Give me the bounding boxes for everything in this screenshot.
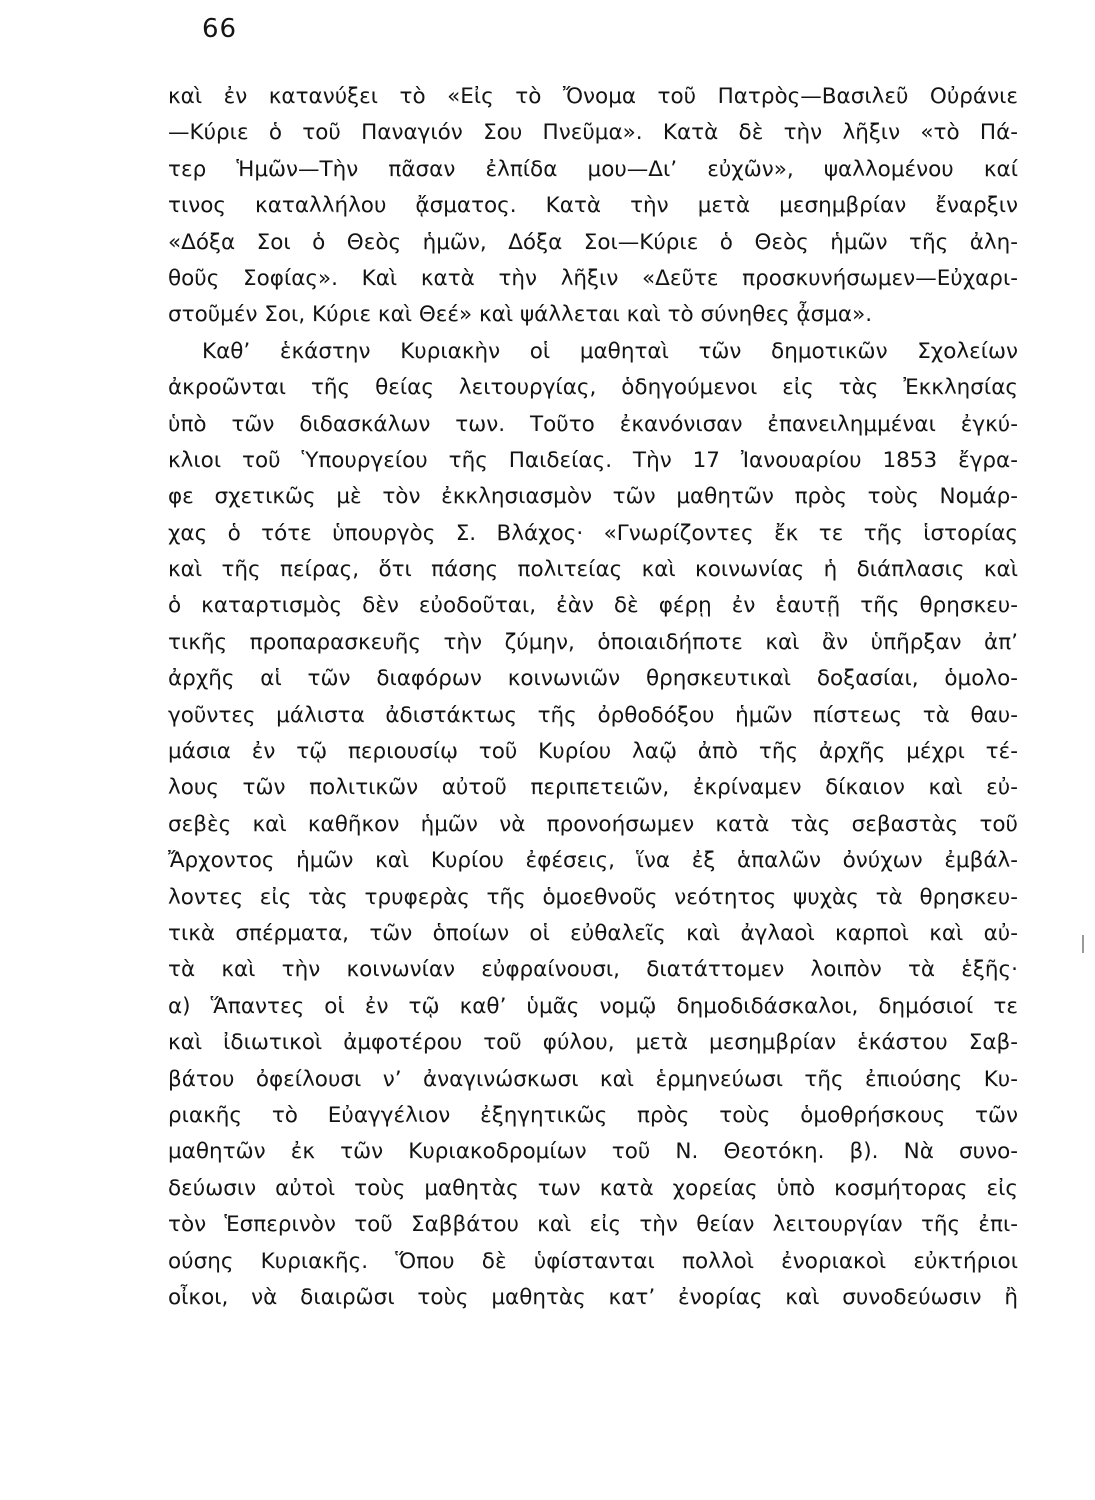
text-line: —Κύριε ὁ τοῦ Παναγιόν Σου Πνεῦμα». Κατὰ δὲ τὴν λῆξιν «τὸ Πά- — [168, 120, 1018, 146]
text-line: ὑπὸ τῶν διδασκάλων των. Τοῦτο ἐκανόνισαν ἐπανειλημμέναι ἐγκύ- — [168, 411, 1018, 437]
text-line: καὶ ἰδιωτικοὶ ἀμφοτέρου τοῦ φύλου, μετὰ μεσημβρίαν ἑκάστου Σαβ- — [168, 1030, 1018, 1056]
text-line: καὶ ἐν κατανύξει τὸ «Εἰς τὸ Ὄνομα τοῦ Πατρὸς—Βασιλεῦ Οὐράνιε — [168, 84, 1018, 109]
text-line: τὸν Ἑσπερινὸν τοῦ Σαββάτου καὶ εἰς τὴν θείαν λειτουργίαν τῆς ἐπι- — [168, 1212, 1018, 1238]
text-line: Καθ’ ἑκάστην Κυριακὴν οἱ μαθηταὶ τῶν δημοτικῶν Σχολείων — [202, 338, 1018, 364]
text-line: στοῦμέν Σοι, Κύριε καὶ Θεέ» καὶ ψάλλεται καὶ τὸ σύνηθες ᾆσμα». — [168, 302, 873, 328]
text-line: μάσια ἐν τῷ περιουσίῳ τοῦ Κυρίου λαῷ ἀπὸ τῆς ἀρχῆς μέχρι τέ- — [168, 739, 1018, 765]
text-line: ἀρχῆς αἱ τῶν διαφόρων κοινωνιῶν θρησκευτικαὶ δοξασίαι, ὁμολο- — [168, 666, 1018, 692]
text-line: λοντες εἰς τὰς τρυφερὰς τῆς ὁμοεθνοῦς νεότητος ψυχὰς τὰ θρησκευ- — [168, 884, 1018, 910]
scan-mark — [1082, 935, 1084, 953]
body-text — [168, 79, 1018, 1316]
text-line: τὰ καὶ τὴν κοινωνίαν εὐφραίνουσι, διατάττομεν λοιπὸν τὰ ἑξῆς· — [168, 957, 1018, 983]
text-line: λους τῶν πολιτικῶν αὐτοῦ περιπετειῶν, ἐκρίναμεν δίκαιον καὶ εὐ- — [168, 775, 1018, 801]
text-line: γοῦντες μάλιστα ἀδιστάκτως τῆς ὀρθοδόξου ἡμῶν πίστεως τὰ θαυ- — [168, 702, 1018, 728]
text-line: ὁ καταρτισμὸς δὲν εὐοδοῦται, ἐὰν δὲ φέρῃ ἐν ἑαυτῇ τῆς θρησκευ- — [168, 593, 1018, 619]
text-line: τινος καταλλήλου ᾄσματος. Κατὰ τὴν μετὰ μεσημβρίαν ἔναρξιν — [168, 193, 1018, 219]
text-line: Ἄρχοντος ἡμῶν καὶ Κυρίου ἐφέσεις, ἵνα ἐξ ἁπαλῶν ὀνύχων ἐμβάλ- — [168, 848, 1018, 874]
text-line: ἀκροῶνται τῆς θείας λειτουργίας, ὁδηγούμενοι εἰς τὰς Ἐκκλησίας — [168, 375, 1018, 401]
text-line: δεύωσιν αὐτοὶ τοὺς μαθητὰς των κατὰ χορείας ὑπὸ κοσμήτορας εἰς — [168, 1175, 1018, 1201]
text-line: τερ Ἡμῶν—Τὴν πᾶσαν ἐλπίδα μου—Δι’ εὐχῶν», ψαλλομένου καί — [168, 156, 1018, 182]
text-line: χας ὁ τότε ὑπουργὸς Σ. Βλάχος· «Γνωρίζοντες ἔκ τε τῆς ἱστορίας — [168, 520, 1018, 546]
text-line: κλιοι τοῦ Ὑπουργείου τῆς Παιδείας. Τὴν 17 Ἰανουαρίου 1853 ἔγρα- — [168, 447, 1018, 473]
text-line: α) Ἅπαντες οἱ ἐν τῷ καθ’ ὑμᾶς νομῷ δημοδιδάσκαλοι, δημόσιοί τε — [168, 993, 1018, 1019]
text-line: τικῆς προπαρασκευῆς τὴν ζύμην, ὁποιαιδήποτε καὶ ἂν ὑπῆρξαν ἀπ’ — [168, 629, 1018, 655]
text-line: ριακῆς τὸ Εὐαγγέλιον ἐξηγητικῶς πρὸς τοὺς ὁμοθρήσκους τῶν — [168, 1102, 1018, 1128]
text-line: βάτου ὀφείλουσι ν’ ἀναγινώσκωσι καὶ ἑρμηνεύωσι τῆς ἐπιούσης Κυ- — [168, 1066, 1018, 1092]
page-number: 66 — [202, 14, 238, 44]
text-line: τικὰ σπέρματα, τῶν ὁποίων οἱ εὐθαλεῖς καὶ ἀγλαοὶ καρποὶ καὶ αὐ- — [168, 920, 1018, 946]
text-line: οἶκοι, νὰ διαιρῶσι τοὺς μαθητὰς κατ’ ἐνορίας καὶ συνοδεύωσιν ἢ — [168, 1284, 1018, 1310]
text-line: καὶ τῆς πείρας, ὅτι πάσης πολιτείας καὶ κοινωνίας ἡ διάπλασις καὶ — [168, 557, 1018, 583]
text-line: σεβὲς καὶ καθῆκον ἡμῶν νὰ προνοήσωμεν κατὰ τὰς σεβαστὰς τοῦ — [168, 811, 1018, 837]
text-line: μαθητῶν ἐκ τῶν Κυριακοδρομίων τοῦ Ν. Θεοτόκη. β). Νὰ συνο- — [168, 1139, 1018, 1165]
text-line: ούσης Κυριακῆς. Ὅπου δὲ ὑφίστανται πολλοὶ ἐνοριακοὶ εὐκτήριοι — [168, 1248, 1018, 1274]
text-line: θοῦς Σοφίας». Καὶ κατὰ τὴν λῆξιν «Δεῦτε προσκυνήσωμεν—Εὐχαρι- — [168, 265, 1018, 291]
text-line: «Δόξα Σοι ὁ Θεὸς ἡμῶν, Δόξα Σοι—Κύριε ὁ Θεὸς ἡμῶν τῆς ἀλη- — [168, 229, 1018, 255]
text-line: φε σχετικῶς μὲ τὸν ἐκκλησιασμὸν τῶν μαθητῶν πρὸς τοὺς Νομάρ- — [168, 484, 1018, 510]
